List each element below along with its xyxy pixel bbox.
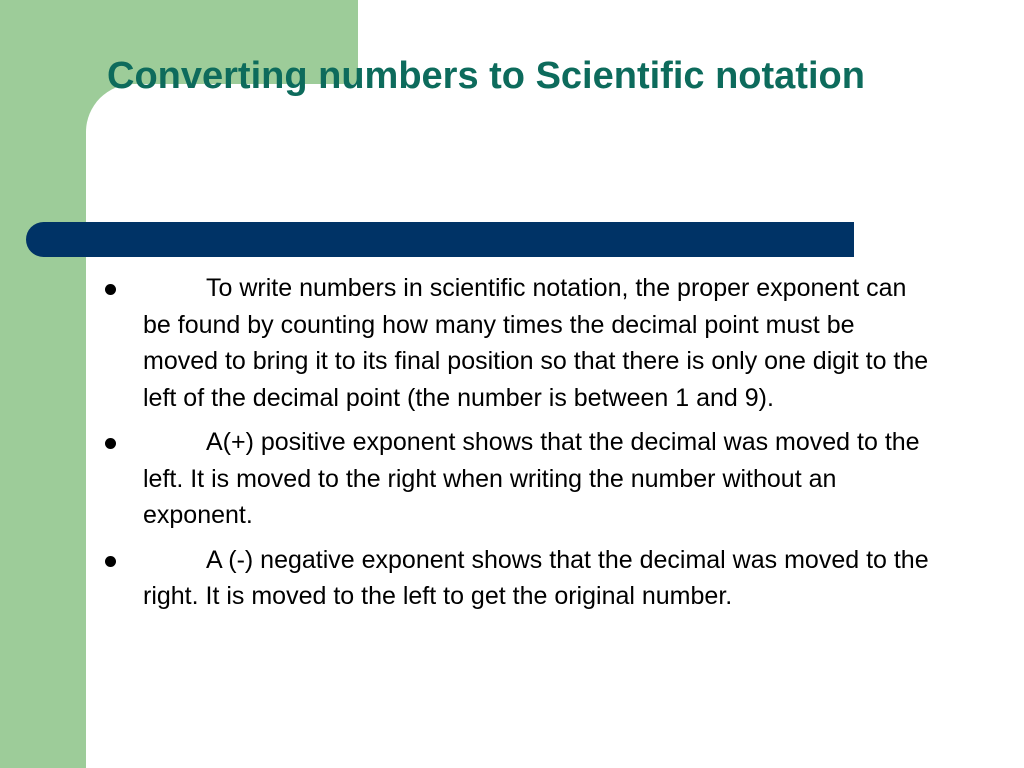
bullet-dot-icon: [105, 556, 116, 567]
bullet-list: [100, 270, 930, 623]
bullet-dot-icon: [105, 438, 116, 449]
bullet-text: A (-) negative exponent shows that the decimal was moved to the right. It is moved to the left to get the original number.: [143, 545, 929, 610]
bullet-item: [100, 542, 930, 615]
bullet-text: To write numbers in scientific notation, the proper exponent can be found by counting how many times the decimal point must be moved to bring it to its final position so that there is only one digit to the left of the decimal point (the number is between 1 and 9).: [143, 274, 929, 412]
title-divider-bar: [26, 222, 854, 257]
bullet-dot-icon: [105, 284, 116, 295]
bullet-text: A(+) positive exponent shows that the decimal was moved to the left. It is moved to the right when writing the number without an exponent.: [143, 428, 920, 529]
slide-title: Converting numbers to Scientific notation: [107, 55, 865, 97]
bullet-item: [100, 270, 930, 416]
bullet-item: [100, 424, 930, 534]
